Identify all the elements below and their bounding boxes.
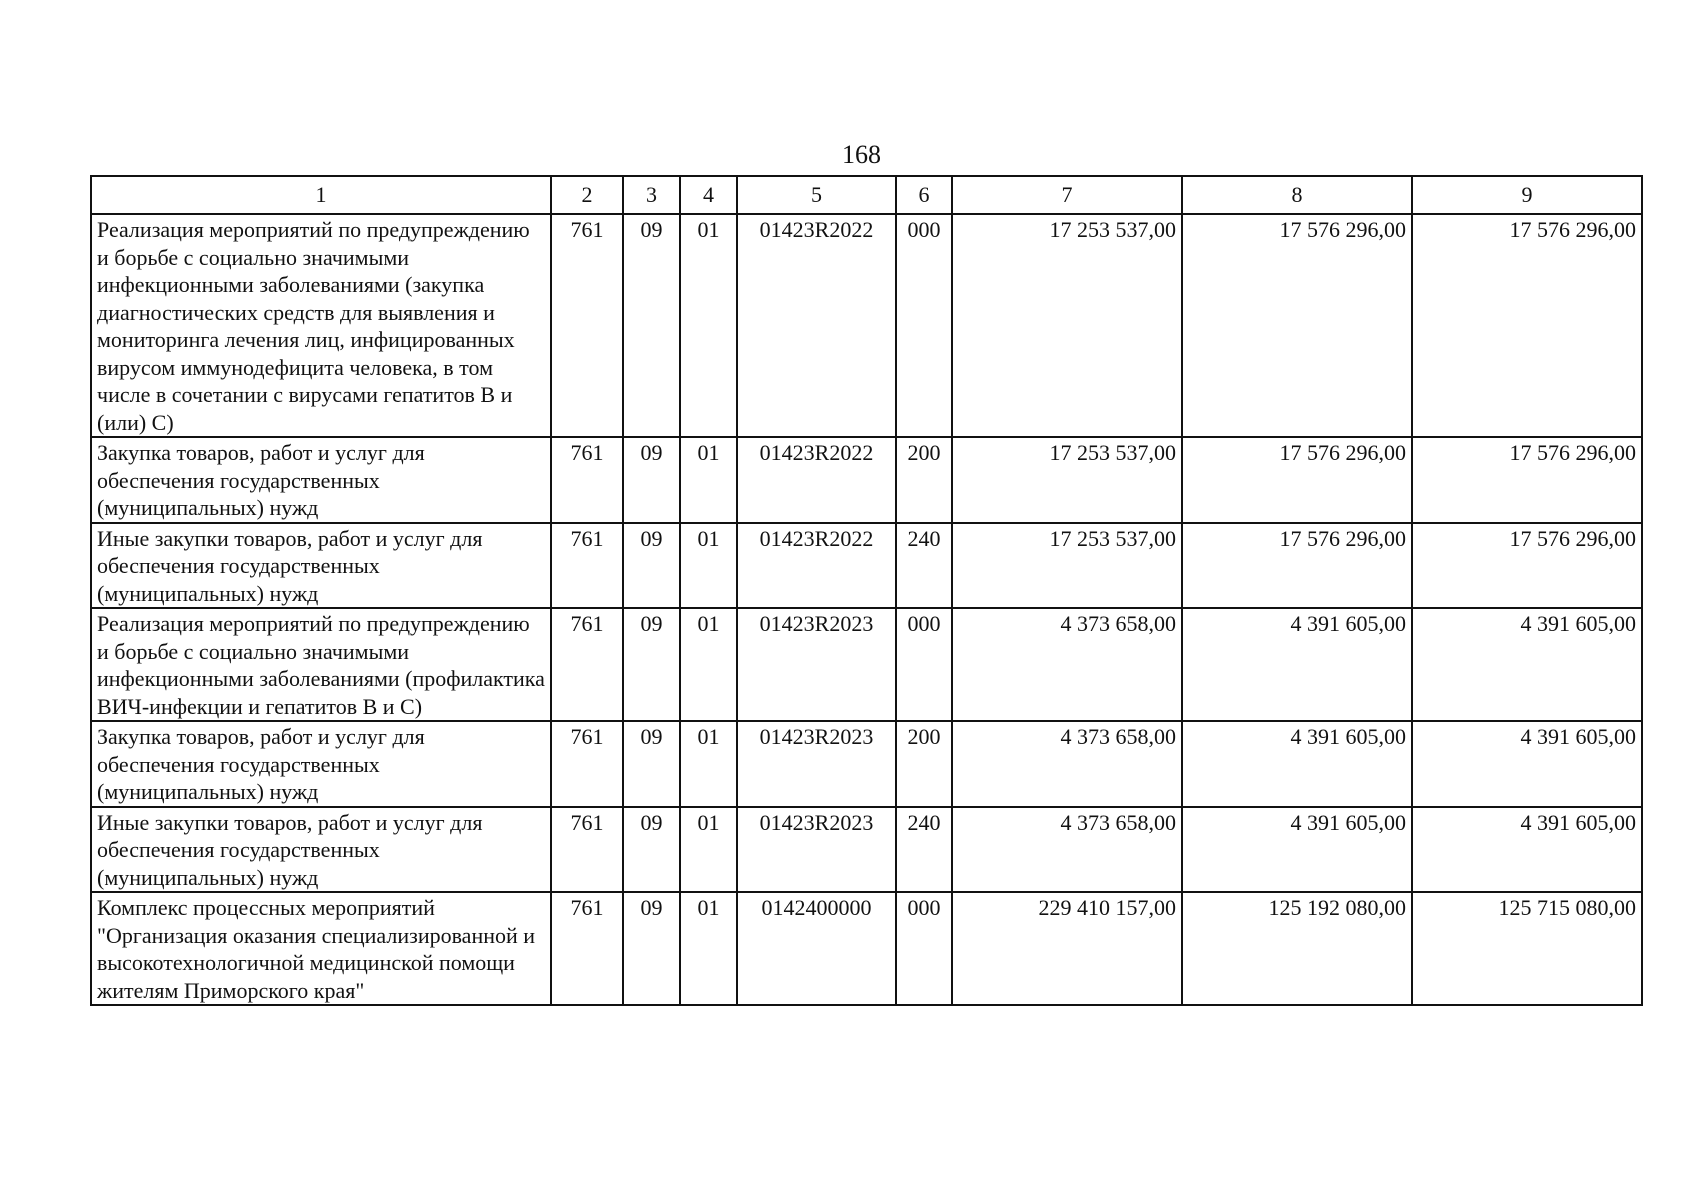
amount-col9: 17 576 296,00 (1412, 214, 1642, 437)
subsection-code: 01 (680, 721, 737, 807)
section-code: 09 (623, 721, 680, 807)
subsection-code: 01 (680, 608, 737, 721)
section-code: 09 (623, 807, 680, 893)
amount-col8: 17 576 296,00 (1182, 523, 1412, 609)
amount-col8: 17 576 296,00 (1182, 214, 1412, 437)
column-header: 4 (680, 176, 737, 214)
row-description: Комплекс процессных мероприятий "Организация оказания специализированной и высокотехнологичной медицинской помощи жителям Приморского края" (91, 892, 551, 1005)
column-header: 8 (1182, 176, 1412, 214)
row-description: Закупка товаров, работ и услуг для обеспечения государственных (муниципальных) нужд (91, 437, 551, 523)
row-description: Реализация мероприятий по предупреждению и борьбе с социально значимыми инфекционными заболеваниями (закупка диагностических средств для выявления и мониторинга лечения лиц, инфицированных вирусом иммунодефицита человека, в том числе в сочетании с вирусами гепатитов B и (или) C) (91, 214, 551, 437)
column-header: 5 (737, 176, 896, 214)
grbs-code: 761 (551, 523, 623, 609)
subsection-code: 01 (680, 437, 737, 523)
amount-col9: 17 576 296,00 (1412, 523, 1642, 609)
section-code: 09 (623, 523, 680, 609)
expense-type-code: 240 (896, 523, 952, 609)
target-article-code: 01423R2022 (737, 214, 896, 437)
expense-type-code: 200 (896, 721, 952, 807)
grbs-code: 761 (551, 721, 623, 807)
amount-col7: 4 373 658,00 (952, 721, 1182, 807)
header-row (91, 176, 1642, 214)
grbs-code: 761 (551, 892, 623, 1005)
expense-type-code: 240 (896, 807, 952, 893)
column-header: 2 (551, 176, 623, 214)
amount-col8: 17 576 296,00 (1182, 437, 1412, 523)
subsection-code: 01 (680, 892, 737, 1005)
target-article-code: 01423R2023 (737, 721, 896, 807)
expense-type-code: 000 (896, 608, 952, 721)
subsection-code: 01 (680, 807, 737, 893)
grbs-code: 761 (551, 214, 623, 437)
target-article-code: 01423R2022 (737, 437, 896, 523)
amount-col9: 4 391 605,00 (1412, 721, 1642, 807)
amount-col9: 4 391 605,00 (1412, 807, 1642, 893)
table-row (91, 214, 1642, 437)
expense-type-code: 000 (896, 214, 952, 437)
amount-col7: 4 373 658,00 (952, 807, 1182, 893)
column-header: 9 (1412, 176, 1642, 214)
page-number: 168 (842, 140, 881, 169)
target-article-code: 0142400000 (737, 892, 896, 1005)
target-article-code: 01423R2023 (737, 807, 896, 893)
amount-col8: 125 192 080,00 (1182, 892, 1412, 1005)
table-row (91, 523, 1642, 609)
table-row (91, 608, 1642, 721)
section-code: 09 (623, 608, 680, 721)
grbs-code: 761 (551, 807, 623, 893)
subsection-code: 01 (680, 214, 737, 437)
table-row (91, 892, 1642, 1005)
amount-col9: 17 576 296,00 (1412, 437, 1642, 523)
amount-col8: 4 391 605,00 (1182, 721, 1412, 807)
grbs-code: 761 (551, 437, 623, 523)
amount-col7: 229 410 157,00 (952, 892, 1182, 1005)
section-code: 09 (623, 214, 680, 437)
amount-col9: 125 715 080,00 (1412, 892, 1642, 1005)
amount-col7: 4 373 658,00 (952, 608, 1182, 721)
amount-col9: 4 391 605,00 (1412, 608, 1642, 721)
column-header: 7 (952, 176, 1182, 214)
subsection-code: 01 (680, 523, 737, 609)
column-header: 3 (623, 176, 680, 214)
section-code: 09 (623, 437, 680, 523)
table-row (91, 807, 1642, 893)
expense-type-code: 000 (896, 892, 952, 1005)
row-description: Иные закупки товаров, работ и услуг для обеспечения государственных (муниципальных) нужд (91, 807, 551, 893)
table-row (91, 721, 1642, 807)
grbs-code: 761 (551, 608, 623, 721)
target-article-code: 01423R2023 (737, 608, 896, 721)
target-article-code: 01423R2022 (737, 523, 896, 609)
amount-col7: 17 253 537,00 (952, 214, 1182, 437)
amount-col8: 4 391 605,00 (1182, 807, 1412, 893)
table-row (91, 437, 1642, 523)
row-description: Реализация мероприятий по предупреждению и борьбе с социально значимыми инфекционными заболеваниями (профилактика ВИЧ-инфекции и гепатитов B и C) (91, 608, 551, 721)
expense-type-code: 200 (896, 437, 952, 523)
budget-table (90, 175, 1643, 1006)
row-description: Иные закупки товаров, работ и услуг для обеспечения государственных (муниципальных) нужд (91, 523, 551, 609)
column-header: 6 (896, 176, 952, 214)
row-description: Закупка товаров, работ и услуг для обеспечения государственных (муниципальных) нужд (91, 721, 551, 807)
section-code: 09 (623, 892, 680, 1005)
column-header: 1 (91, 176, 551, 214)
amount-col7: 17 253 537,00 (952, 437, 1182, 523)
amount-col7: 17 253 537,00 (952, 523, 1182, 609)
amount-col8: 4 391 605,00 (1182, 608, 1412, 721)
